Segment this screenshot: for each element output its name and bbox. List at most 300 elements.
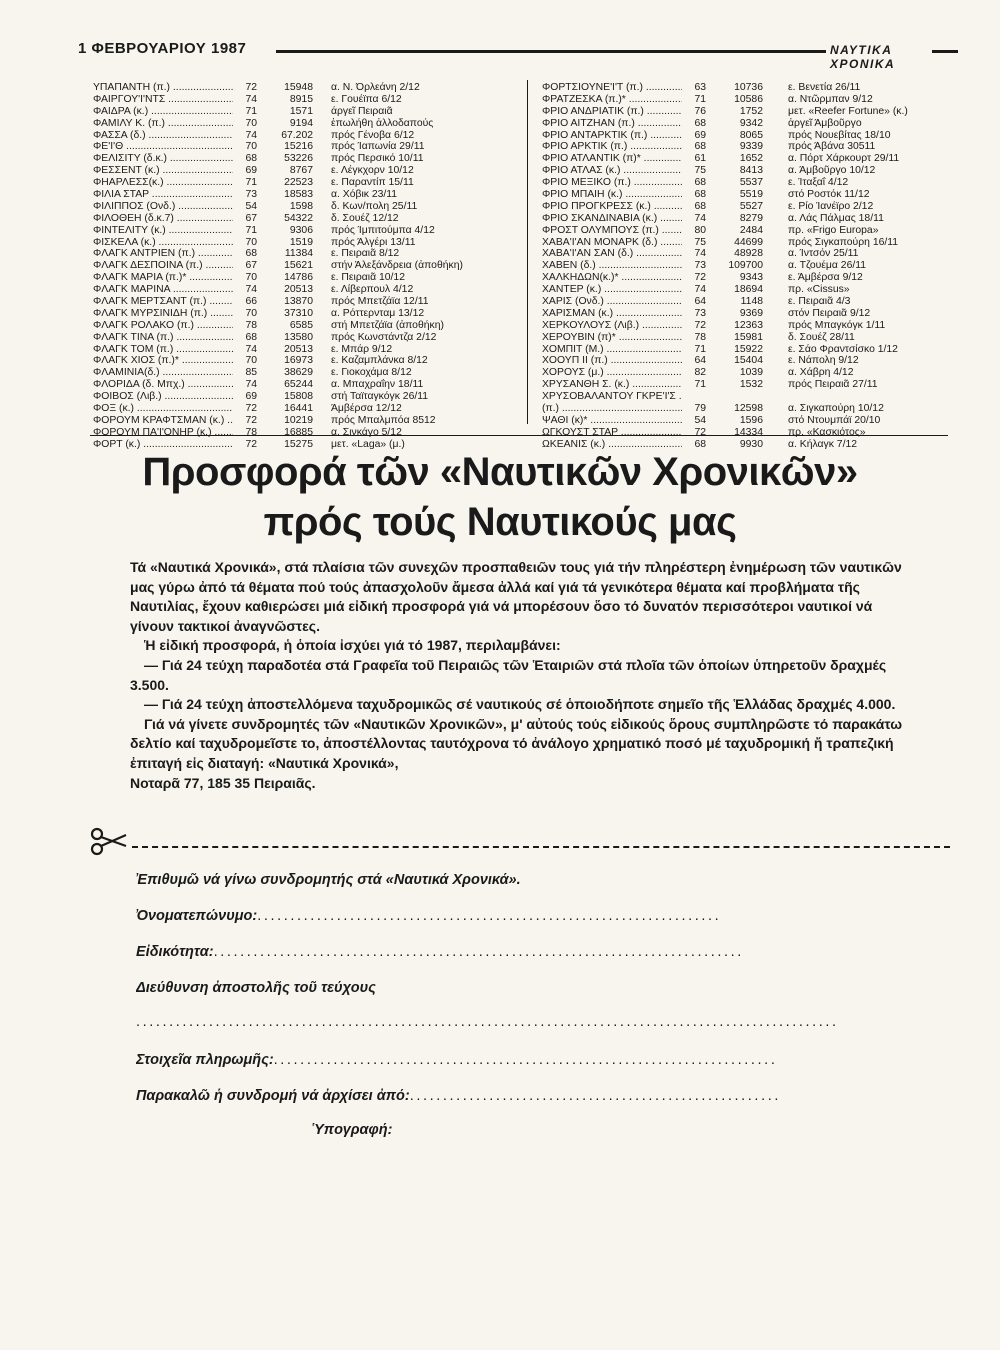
ship-name: ΦΡΑΤΖΕΣΚΑ (π.)* ..... [542, 94, 682, 106]
ship-tonnage: 67.202 [281, 129, 313, 141]
page-header [78, 40, 958, 71]
ship-status: δ. Κων/πολη 25/11 [331, 200, 418, 212]
specialty-label: Εἰδικότητα: [136, 944, 214, 960]
ship-row [93, 260, 513, 272]
ship-age: 68 [694, 141, 706, 153]
ship-row [542, 213, 952, 225]
ship-status: πρός Κωνστάντζα 2/12 [331, 331, 437, 343]
ship-tonnage: 8767 [289, 165, 313, 177]
ship-age: 75 [694, 236, 706, 248]
ship-tonnage: 12363 [734, 319, 763, 331]
ship-row [93, 367, 513, 379]
ship-name: ΦΑΙΔΡΑ (κ.) ..... [93, 106, 233, 118]
ship-age: 72 [694, 319, 706, 331]
ship-tonnage: 14786 [284, 272, 313, 284]
ship-row [542, 427, 952, 439]
ship-row [93, 284, 513, 296]
ship-row [93, 165, 513, 177]
ship-status: πρός Σιγκαπούρη 16/11 [788, 236, 899, 248]
ship-tonnage: 1652 [739, 153, 763, 165]
ship-age: 69 [694, 129, 706, 141]
ship-age: 68 [694, 117, 706, 129]
ship-name: ΧΑΒΑ'Ι'ΑΝ ΣΑΝ (δ.) ..... [542, 248, 682, 260]
ship-status: ε. Καζαμπλάνκα 8/12 [331, 355, 428, 367]
ship-tonnage: 9339 [739, 141, 763, 153]
ship-row [542, 94, 952, 106]
ship-name: ΦΛΑΓΚ ΡΟΛΑΚΟ (π.) ..... [93, 320, 233, 332]
ship-row [93, 379, 513, 391]
ship-status: ε. Ρίο Ίανέϊρο 2/12 [788, 200, 874, 212]
ship-status: πρός Μπετζάϊα 12/11 [331, 296, 429, 308]
ship-tonnage: 15275 [284, 438, 313, 450]
ship-age: 70 [245, 236, 257, 248]
ship-age: 54 [694, 414, 706, 426]
header-rule [276, 50, 826, 53]
ship-row [542, 439, 952, 451]
ship-status: πρός Άβάνα 30511 [788, 141, 876, 153]
ship-row [542, 248, 952, 260]
ship-age: 72 [694, 426, 706, 438]
payment-field[interactable]: Στοιχεῖα πληρωμῆς:............................................................................ [136, 1052, 778, 1068]
ship-name: ΧΑΡΙΣΜΑΝ (κ.) ..... [542, 308, 682, 320]
ship-name: ΧΑΛΚΗΔΩΝ(κ.)* ..... [542, 272, 682, 284]
ship-name: ΧΑΝΤΕΡ (κ.) ..... [542, 284, 682, 296]
ship-status: ε. Λέγκχορν 10/12 [331, 165, 414, 177]
ship-row [93, 141, 513, 153]
ship-name: ΦΡΙΟ ΑΝΤΑΡΚΤΙΚ (π.) ..... [542, 130, 682, 142]
ship-row [93, 106, 513, 118]
offer-item-1: — Γιά 24 τεύχη παραδοτέα στά Γραφεῖα τοῦ Πειραιῶς τῶν Ἑταιριῶν στά πλοῖα τῶν ὁποίων ὑπηρετοῦν δραχμές 3.500. [130, 656, 887, 693]
ship-tonnage: 16441 [284, 403, 313, 415]
ship-status: πρ. «Κασκιότος» [788, 426, 866, 438]
ship-age: 74 [245, 379, 257, 391]
ship-tonnage: 2484 [739, 224, 763, 236]
ship-name: ΧΟΡΟΥΣ (μ.) ..... [542, 367, 682, 379]
ship-age: 74 [694, 248, 706, 260]
ship-name: ΧΡΥΣΑΝΘΗ Σ. (κ.) ..... [542, 379, 682, 391]
ship-list-right [542, 82, 952, 451]
ship-age: 68 [245, 331, 257, 343]
ship-status: α. Ν. Όρλεάνη 2/12 [331, 82, 420, 93]
offer-instructions: Γιά νά γίνετε συνδρομητές τῶν «Ναυτικῶν Χρονικῶν», μ' αὐτούς τούς εἰδικούς ὅρους συμπληρῶστε τό παρακάτω δελτίο καί ταχυδρομεῖστε το, ἀποστέλλοντας ταυτόχρονα τό ἀνάλογο χρηματικό ποσό μέ ταχυδρομική ἤ τραπεζική ἐπιταγή εἰς διαταγή: «Ναυτικά Χρονικά», [130, 715, 903, 771]
ship-name: ΦΡΙΟ ΑΝΔΡΙΑΤΙΚ (π.) ..... [542, 106, 682, 118]
ship-status: ε. Άμβέρσα 9/12 [788, 272, 863, 284]
ship-name: ΦΑΜΙΛΥ Κ. (π.) ..... [93, 118, 233, 130]
ship-age: 61 [694, 153, 706, 165]
offer-title: Προσφορά τῶν «Ναυτικῶν Χρονικῶν» [142, 450, 858, 494]
ship-status: ε. Πειραιᾶ 8/12 [331, 248, 400, 260]
ship-tonnage: 8279 [739, 212, 763, 224]
ship-age: 74 [694, 212, 706, 224]
scissors-icon [90, 826, 128, 856]
ship-name: ΦΙΛΙΑ ΣΤΑΡ ..... [93, 189, 233, 201]
ship-row [93, 237, 513, 249]
ship-tonnage: 14334 [734, 426, 763, 438]
ship-tonnage: 15981 [734, 331, 763, 343]
ship-name: ΦΛΑΓΚ ΜΕΡΤΣΑΝΤ (π.) ..... [93, 296, 233, 308]
ship-status: στήν Άλεξάνδρεια (ἀποθήκη) [331, 260, 463, 272]
ship-status: πρός Μπαγκόγκ 1/11 [788, 319, 886, 331]
ship-row [93, 355, 513, 367]
ship-row [93, 332, 513, 344]
ship-tonnage: 1571 [289, 105, 313, 117]
column-divider [527, 80, 528, 424]
ship-row [93, 130, 513, 142]
ship-name: ΩΚΕΑΝΙΣ (κ.) ..... [542, 439, 682, 451]
ship-name: ΧΟΜΠΙΤ (Μ.) ..... [542, 344, 682, 356]
ship-name: ΦΕ'Ι'Θ ..... [93, 141, 233, 153]
ship-status: μετ. «Laga» (μ.) [331, 438, 405, 450]
ship-name: ΦΟΙΒΟΣ (Λιβ.) ..... [93, 391, 233, 403]
ship-name: ΦΡΙΟ ΑΡΚΤΙΚ (π.) ..... [542, 141, 682, 153]
ship-age: 72 [245, 414, 257, 426]
ship-age: 68 [694, 200, 706, 212]
ship-row [93, 189, 513, 201]
ship-name: ΧΕΡΚΟΥΛΟΥΣ (Λιβ.) ..... [542, 320, 682, 332]
ship-status: δ. Σουέζ 28/11 [788, 331, 855, 343]
ship-age: 73 [694, 307, 706, 319]
ship-tonnage: 48928 [734, 248, 763, 260]
ship-age: 70 [245, 355, 257, 367]
ship-tonnage: 11384 [284, 248, 313, 260]
address-continuation-field[interactable]: .......................................................................................................... [136, 1014, 839, 1030]
ship-row [93, 272, 513, 284]
ship-tonnage: 5519 [739, 189, 763, 201]
ship-status: στόν Πειραιᾶ 9/12 [788, 307, 871, 319]
ship-row [542, 225, 952, 237]
ship-row [542, 130, 952, 142]
name-field[interactable]: Ὀνοματεπώνυμο:...................................................................... [136, 908, 722, 924]
ship-name: ΦΕΣΣΕΝΤ (κ.) ..... [93, 165, 233, 177]
ship-status: πρός Ίμπιτούμπα 4/12 [331, 224, 435, 236]
ship-status: α. Λάς Πάλμας 18/11 [788, 212, 884, 224]
ship-age: 72 [245, 403, 257, 415]
ship-age: 66 [245, 296, 257, 308]
ship-name: ΦΟΞ (κ.) ..... [93, 403, 233, 415]
ship-age: 64 [694, 296, 706, 308]
ship-status: α. Σιγκαπούρη 10/12 [788, 403, 884, 415]
name-label: Ὀνοματεπώνυμο: [136, 908, 258, 924]
ship-name: ΦΡΙΟ ΑΤΛΑΣ (κ.) ..... [542, 165, 682, 177]
payment-label: Στοιχεῖα πληρωμῆς: [136, 1052, 274, 1068]
ship-name: ΦΟΡΟΥΜ ΚΡΑΦΤΣΜΑΝ (κ.) ..... [93, 415, 233, 427]
ship-tonnage: 18694 [734, 284, 763, 296]
ship-age: 72 [245, 82, 257, 93]
ship-status: στή Ταϊταγκόγκ 26/11 [331, 391, 429, 403]
ship-name: ΦΡΙΟ ΑΤΛΑΝΤΙΚ (π)* ..... [542, 153, 682, 165]
ship-row [93, 248, 513, 260]
ship-tonnage: 15404 [734, 355, 763, 367]
ship-status: α. Μπαχραΐην 18/11 [331, 379, 424, 391]
ship-name: ΦΡΙΟ ΑΙΤΖΗΑΝ (π.) ..... [542, 118, 682, 130]
ship-row [93, 415, 513, 427]
ship-status: πρ. «Cissus» [788, 284, 850, 296]
signature-label: Ὑπογραφή: [312, 1122, 393, 1138]
specialty-field[interactable]: Εἰδικότητα:................................................................................ [136, 944, 744, 960]
ship-tonnage: 16973 [284, 355, 313, 367]
ship-status: α. Άμβοῦργο 10/12 [788, 165, 876, 177]
ship-tonnage: 5537 [739, 177, 763, 189]
ship-status: α. Κήλαγκ 7/12 [788, 438, 858, 450]
ship-name: ΦΡΙΟ ΜΕΞΙΚΟ (π.) ..... [542, 177, 682, 189]
ship-tonnage: 9369 [739, 307, 763, 319]
ship-age: 70 [245, 307, 257, 319]
ship-row [93, 82, 513, 94]
ship-row [93, 308, 513, 320]
ship-status: πρός Μπαλμπόα 8512 [331, 414, 436, 426]
ship-row [542, 415, 952, 427]
ship-row [542, 308, 952, 320]
ship-tonnage: 13580 [284, 331, 313, 343]
ship-name: ΦΛΑΓΚ ΤΟΜ (π.) ..... [93, 344, 233, 356]
ship-row [93, 391, 513, 403]
ship-row [93, 403, 513, 415]
ship-row [93, 439, 513, 451]
ship-status: α. Τζουέμα 26/11 [788, 260, 867, 272]
ship-age: 78 [694, 331, 706, 343]
ship-status: πρός Άλγέρι 13/11 [331, 236, 416, 248]
ship-status: πρός Γένοβα 6/12 [331, 129, 415, 141]
start-label: Παρακαλῶ ἡ συνδρομή νά ἀρχίσει ἀπό: [136, 1088, 410, 1104]
ship-row [542, 355, 952, 367]
ship-name: ΦΛΑΜΙΝΙΑ(δ.) ..... [93, 367, 233, 379]
ship-age: 73 [694, 260, 706, 272]
ship-age: 71 [694, 379, 706, 391]
ship-status: ε. Πειραιᾶ 4/3 [788, 296, 851, 308]
ship-row [542, 272, 952, 284]
ship-tonnage: 37310 [284, 307, 313, 319]
ship-status: πρός Περσικό 10/11 [331, 153, 424, 165]
ship-row [542, 367, 952, 379]
ship-tonnage: 9306 [289, 224, 313, 236]
ship-name: ΦΡΙΟ ΠΡΟΓΚΡΕΣΣ (κ.) ..... [542, 201, 682, 213]
ship-age: 74 [245, 284, 257, 296]
address-field[interactable] [136, 980, 926, 996]
ship-age: 67 [245, 212, 257, 224]
ship-status: α. Ντῶρμπαν 9/12 [788, 93, 873, 105]
ship-name: ΨΑΘΙ (κ)* ..... [542, 415, 682, 427]
ship-status: πρός Νουεβίτας 18/10 [788, 129, 891, 141]
offer-address: Νοταρᾶ 77, 185 35 Πειραιᾶς. [130, 774, 316, 791]
ship-status: ε. Πειραιᾶ 10/12 [331, 272, 405, 284]
ship-tonnage: 9930 [739, 438, 763, 450]
ship-row [93, 201, 513, 213]
ship-tonnage: 6585 [289, 319, 313, 331]
ship-row [542, 296, 952, 308]
ship-row [542, 284, 952, 296]
ship-status: ε. Γουέϊπα 6/12 [331, 93, 402, 105]
ship-tonnage: 8915 [289, 93, 313, 105]
ship-age: 63 [694, 82, 706, 93]
ship-tonnage: 1598 [289, 200, 313, 212]
ship-age: 70 [245, 117, 257, 129]
ship-status: ε. Παραντίπ 15/11 [331, 177, 414, 189]
ship-age: 74 [245, 129, 257, 141]
ship-tonnage: 10219 [284, 414, 313, 426]
ship-status: ἐπωλήθη ἀλλοδαπούς [331, 117, 434, 129]
ship-row [542, 391, 952, 403]
ship-row [93, 94, 513, 106]
ship-tonnage: 12598 [734, 403, 763, 415]
ship-name: ΦΗΑΡΛΕΣΣ(κ.) ..... [93, 177, 233, 189]
ship-age: 71 [245, 177, 257, 189]
ship-tonnage: 1148 [740, 296, 763, 308]
ship-row [93, 153, 513, 165]
ship-status: Άμβέρσα 12/12 [331, 403, 402, 415]
ship-age: 74 [694, 284, 706, 296]
ship-status: ε. Σάο Φραντσίσκο 1/12 [788, 343, 898, 355]
ship-status: ε. Μπάρ 9/12 [331, 343, 393, 355]
ship-row [93, 320, 513, 332]
ship-tonnage: 20513 [284, 343, 313, 355]
ship-age: 64 [694, 355, 706, 367]
start-date-field[interactable]: Παρακαλῶ ἡ συνδρομή νά ἀρχίσει ἀπό:........................................................ [136, 1088, 781, 1104]
ship-status: δ. Σουέζ 12/12 [331, 212, 399, 224]
ship-row [93, 427, 513, 439]
ship-name: ΦΟΡΤ (κ.) ..... [93, 439, 233, 451]
ship-status: ε. Βενετία 26/11 [788, 82, 861, 93]
ship-tonnage: 65244 [284, 379, 313, 391]
ship-name: ΦΡΙΟ ΜΠΑΙΗ (κ.) ..... [542, 189, 682, 201]
ship-name: ΦΑΣΣΑ (δ.) ..... [93, 130, 233, 142]
ship-tonnage: 18583 [284, 189, 313, 201]
ship-row [93, 118, 513, 130]
ship-name: ΥΠΑΠΑΝΤΗ (π.) ..... [93, 82, 233, 94]
ship-name: ΦΟΡΟΥΜ ΠΑ'Ι'ΟΝΗΡ (κ.) ..... [93, 427, 233, 439]
ship-row [542, 403, 952, 415]
ship-name: ΦΡΙΟ ΣΚΑΝΔΙΝΑΒΙΑ (κ.) ..... [542, 213, 682, 225]
form-heading: Ἐπιθυμῶ νά γίνω συνδρομητής στά «Ναυτικά Χρονικά». [136, 872, 521, 888]
ship-name: ΩΓΚΟΥΣΤ ΣΤΑΡ ..... [542, 427, 682, 439]
ship-tonnage: 10586 [734, 93, 763, 105]
ship-name: ΦΛΑΓΚ ΜΑΡΙΝΑ ..... [93, 284, 233, 296]
ship-status: ἀργεῖ Άμβοῦργο [788, 117, 862, 129]
ship-row [93, 177, 513, 189]
ship-row [93, 344, 513, 356]
ship-status: πρ. «Frigo Europa» [788, 224, 879, 236]
ship-status: στό Ροστόκ 11/12 [788, 189, 870, 201]
ship-name: ΦΡΟΣΤ ΟΛΥΜΠΟΥΣ (π.) ..... [542, 225, 682, 237]
ship-name: ΦΛΑΓΚ ΧΙΟΣ (π.)* ..... [93, 355, 233, 367]
ship-age: 68 [694, 177, 706, 189]
ship-age: 72 [694, 272, 706, 284]
ship-row [542, 177, 952, 189]
cut-dashes [132, 846, 950, 848]
ship-row [542, 201, 952, 213]
ship-age: 74 [245, 93, 257, 105]
ship-row [542, 379, 952, 391]
ship-name: (π.) ..... [542, 403, 682, 415]
ship-name: ΦΙΛΙΠΠΟΣ (Ονδ.) ..... [93, 201, 233, 213]
ship-tonnage: 15216 [284, 141, 313, 153]
ship-age: 72 [245, 438, 257, 450]
offer-special: Ἡ εἰδική προσφορά, ἡ ὁποία ἰσχύει γιά τό 1987, περιλαμβάνει: [144, 637, 561, 654]
ship-tonnage: 5527 [739, 200, 763, 212]
ship-row [542, 82, 952, 94]
ship-age: 68 [694, 189, 706, 201]
ship-tonnage: 1532 [739, 379, 763, 391]
ship-name: ΦΟΡΤΣΙΟΥΝΕ'Ι'Τ (π.) ..... [542, 82, 682, 94]
ship-tonnage: 9194 [289, 117, 313, 129]
ship-row [93, 296, 513, 308]
offer-item-2: — Γιά 24 τεύχη ἀποστελλόμενα ταχυδρομικῶς σέ ναυτικούς σέ ὁποιοδήποτε σημεῖο τῆς Ἑλλάδας δραχμές 4.000. [144, 696, 896, 713]
ship-status: α. Σινκάγο 5/12 [331, 426, 402, 438]
ship-tonnage: 53226 [284, 153, 313, 165]
ship-age: 80 [694, 224, 706, 236]
cut-line [90, 826, 950, 856]
ship-name: ΧΕΡΟΥΒΙΝ (π)* ..... [542, 332, 682, 344]
ship-row [542, 260, 952, 272]
ship-row [542, 165, 952, 177]
ship-tonnage: 22523 [284, 177, 313, 189]
ship-age: 71 [694, 343, 706, 355]
ship-name: ΧΑΒΕΝ (δ.) ..... [542, 260, 682, 272]
ship-status: ε. Ίταξαΐ 4/12 [788, 177, 849, 189]
ship-name: ΧΟΟΥΠ ΙΙ (π.) ..... [542, 355, 682, 367]
ship-age: 75 [694, 165, 706, 177]
ship-row [93, 213, 513, 225]
ship-tonnage: 15808 [284, 391, 313, 403]
ship-name: ΧΡΥΣΟΒΑΛΑΝΤΟΥ ΓΚΡΕ'Ι'Σ ..... [542, 391, 682, 403]
ship-age: 82 [694, 367, 706, 379]
ship-age: 74 [245, 343, 257, 355]
ship-tonnage: 9343 [739, 272, 763, 284]
ship-age: 76 [694, 105, 706, 117]
ship-row [542, 153, 952, 165]
ship-age: 67 [245, 260, 257, 272]
ship-tonnage: 15948 [284, 82, 313, 93]
header-rule-end [932, 50, 958, 53]
ship-row [542, 189, 952, 201]
ship-age: 69 [245, 391, 257, 403]
ship-name: ΦΛΟΡΙΔΑ (δ. Μπχ.) ..... [93, 379, 233, 391]
ship-tonnage: 10736 [734, 82, 763, 93]
ship-age: 78 [245, 426, 257, 438]
ship-name: ΦΛΑΓΚ ΤΙΝΑ (π.) ..... [93, 332, 233, 344]
ship-age: 54 [245, 200, 257, 212]
ship-age: 71 [694, 93, 706, 105]
ship-name: ΦΙΛΟΘΕΗ (δ.κ.7) ..... [93, 213, 233, 225]
ship-status: α. Πόρτ Χάρκουρτ 29/11 [788, 153, 900, 165]
ship-name: ΦΛΑΓΚ ΜΥΡΣΙΝΙΔΗ (π.) ..... [93, 308, 233, 320]
ship-tonnage: 15922 [734, 343, 763, 355]
ship-age: 68 [245, 248, 257, 260]
ship-status: α. Ίντσόν 25/11 [788, 248, 859, 260]
ship-status: ε. Λίβερπουλ 4/12 [331, 284, 414, 296]
ship-status: μετ. «Reefer Fortune» (κ.) [788, 105, 908, 117]
ship-status: α. Χάβρη 4/12 [788, 367, 854, 379]
offer-intro: Τά «Ναυτικά Χρονικά», στά πλαίσια τῶν συνεχῶν προσπαθειῶν τους γιά τήν πληρέστερη ἐνημέρωση τῶν ναυτικῶν μας γύρω ἀπό τά θέματα πού τούς ἀπασχολοῦν ἄμεσα ἀλλά καί γιά τά γενικότερα θέματα καί προβλήματα τῆς Ναυτιλίας, ἔχουν καθιερώσει μιά εἰδική προσφορά γιά νά μπορέσουν ὅσο τό δυνατόν περισσότεροι ναυτικοί νά γίνουν τακτικοί ἀναγνῶστες. [130, 559, 902, 634]
ship-status: πρός Πειραιᾶ 27/11 [788, 379, 878, 391]
ship-status: α. Ρόττερνταμ 13/12 [331, 307, 425, 319]
ship-row [542, 320, 952, 332]
ship-age: 68 [245, 153, 257, 165]
ship-tonnage: 13870 [284, 296, 313, 308]
ship-age: 73 [245, 189, 257, 201]
ship-tonnage: 1596 [739, 414, 763, 426]
ship-age: 79 [694, 403, 706, 415]
ship-tonnage: 16885 [284, 426, 313, 438]
ship-name: ΦΛΑΓΚ ΑΝΤΡΙΕΝ (π.) ..... [93, 248, 233, 260]
ship-name: ΧΑΒΑ'Ι'ΑΝ ΜΟΝΑΡΚ (δ.) ..... [542, 237, 682, 249]
signature-field[interactable] [312, 1122, 812, 1138]
ship-name: ΦΛΑΓΚ ΜΑΡΙΑ (π.)* ..... [93, 272, 233, 284]
ship-tonnage: 8413 [739, 165, 763, 177]
ship-list-left [93, 82, 513, 451]
ship-status: πρός Ίαπωνία 29/11 [331, 141, 425, 153]
ship-row [542, 106, 952, 118]
offer-subtitle: πρός τούς Ναυτικούς μας [263, 500, 737, 544]
